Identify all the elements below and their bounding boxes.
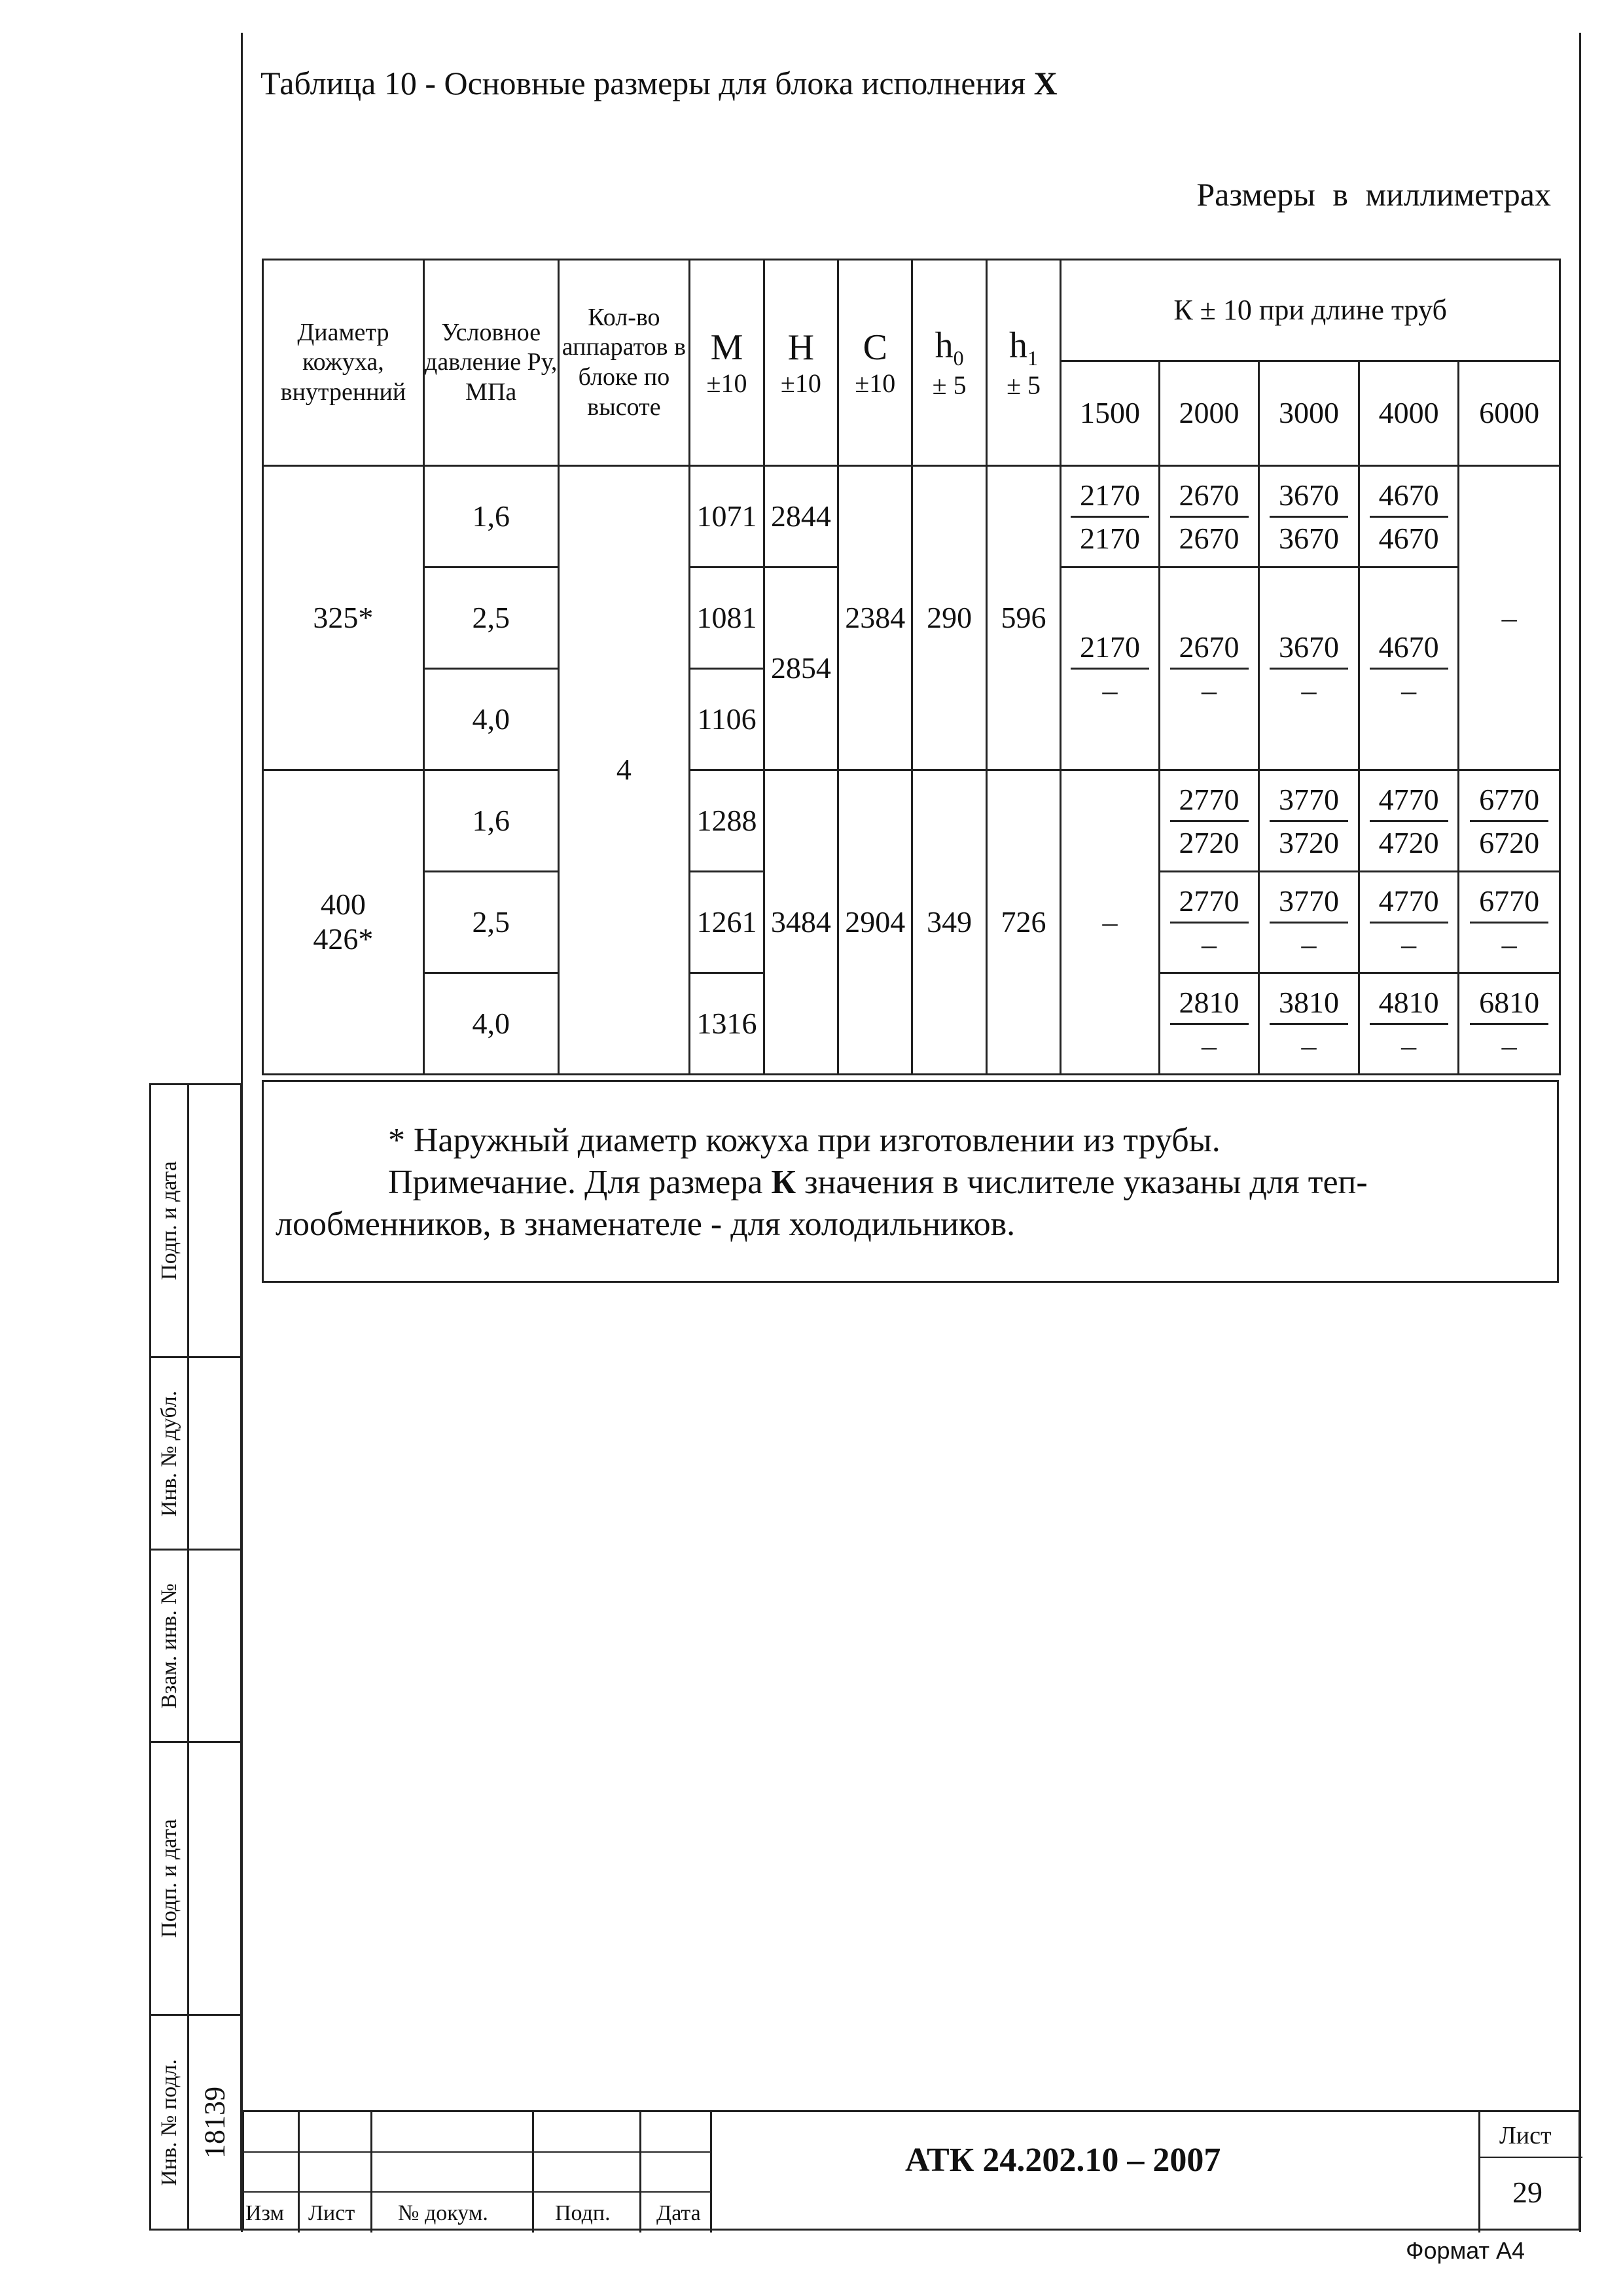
header-m <box>690 260 764 466</box>
tb-divider <box>639 2112 641 2233</box>
header-h-tol: ±10 <box>780 368 821 399</box>
cell-k: $\frac{4670}{4670}$ <box>1359 466 1459 567</box>
cell-h0-325: 290 <box>912 466 986 770</box>
cell-pressure: 2,5 <box>423 567 558 669</box>
title-block <box>242 2110 1580 2231</box>
notes-box <box>262 1080 1559 1283</box>
cell-pressure: 4,0 <box>423 973 558 1075</box>
cell-m: 1081 <box>690 567 764 669</box>
cell-h1-400: 726 <box>986 770 1060 1075</box>
table-row <box>263 770 1560 872</box>
cell-k: $\frac{3810}{-}$ <box>1259 973 1359 1075</box>
cell-k: $\frac{3770}{-}$ <box>1259 872 1359 973</box>
cell-k: $\frac{6770}{6720}$ <box>1459 770 1560 872</box>
cell-k: $\frac{6810}{-}$ <box>1459 973 1560 1075</box>
cell-h1-325: 596 <box>986 466 1060 770</box>
table-caption <box>260 64 1058 102</box>
cell-pressure: 2,5 <box>423 872 558 973</box>
cell-h: 2854 <box>764 567 838 770</box>
cell-k: $\frac{2670}{-}$ <box>1159 567 1259 770</box>
cell-k1500-400: – <box>1061 770 1160 1075</box>
cell-k: $\frac{4770}{4720}$ <box>1359 770 1459 872</box>
header-h1-tol: ± 5 <box>1007 370 1041 400</box>
note-line-continuation: лообменников, в знаменателе - для холодильников. <box>276 1206 1016 1243</box>
stamp-sign-date-bottom <box>149 1741 242 2016</box>
col-izm: Изм <box>245 2201 285 2225</box>
col-date: Дата <box>656 2201 701 2225</box>
cell-k: $\frac{2770}{2720}$ <box>1159 770 1259 872</box>
tb-row-line <box>244 2151 710 2153</box>
tb-row-line <box>244 2191 710 2193</box>
cell-h-400: 3484 <box>764 770 838 1075</box>
cell-diameter-400 <box>263 770 424 1075</box>
note-line <box>388 1162 1368 1204</box>
header-m-label: М <box>710 327 743 368</box>
frame-right-line <box>1579 33 1581 2232</box>
cell-m: 1261 <box>690 872 764 973</box>
stamp-orig-inv <box>149 2014 242 2231</box>
caption-text: Таблица 10 - Основные размеры для блока исполнения <box>260 65 1026 101</box>
col-list: Лист <box>308 2201 355 2225</box>
tb-divider <box>710 2112 712 2233</box>
diameter-400: 400 <box>320 888 366 922</box>
tb-divider <box>298 2112 300 2233</box>
col-sign: Подп. <box>555 2201 611 2225</box>
header-m-tol: ±10 <box>706 368 747 399</box>
cell-k6000-325: – <box>1459 466 1560 770</box>
cell-k: $\frac{4810}{-}$ <box>1359 973 1459 1075</box>
header-h1-label: $h_1$ <box>1009 325 1039 370</box>
cell-k: $\frac{2810}{-}$ <box>1159 973 1259 1075</box>
cell-count: 4 <box>558 466 690 1075</box>
header-h <box>764 260 838 466</box>
stamp-label: Подп. и дата <box>151 1085 189 1356</box>
header-row-1 <box>263 260 1560 361</box>
note-line-end: значения в числителе указаны для теп- <box>804 1164 1368 1201</box>
tb-divider <box>532 2112 534 2233</box>
cell-m: 1288 <box>690 770 764 872</box>
cell-k: $\frac{3670}{3670}$ <box>1259 466 1359 567</box>
cell-m: 1071 <box>690 466 764 567</box>
col-doc: № докум. <box>398 2201 488 2225</box>
tb-row-line <box>1478 2157 1582 2158</box>
cell-k: $\frac{4770}{-}$ <box>1359 872 1459 973</box>
cell-k: $\frac{2670}{2670}$ <box>1159 466 1259 567</box>
cell-pressure: 1,6 <box>423 770 558 872</box>
header-c <box>838 260 912 466</box>
cell-k: $\frac{3770}{3720}$ <box>1259 770 1359 872</box>
header-h1 <box>986 260 1060 466</box>
header-diameter: Диаметр кожуха, внутренний <box>263 260 424 466</box>
header-h-label: Н <box>787 327 815 368</box>
header-k-group: К ± 10 при длине труб <box>1061 260 1560 361</box>
header-length-4000: 4000 <box>1359 361 1459 466</box>
cell-c-325: 2384 <box>838 466 912 770</box>
note-line-bold: К <box>771 1164 796 1201</box>
header-length-1500: 1500 <box>1061 361 1160 466</box>
cell-m: 1316 <box>690 973 764 1075</box>
stamp-label: Подп. и дата <box>151 1743 189 2014</box>
tb-divider <box>370 2112 372 2233</box>
diameter-426: 426* <box>313 922 374 956</box>
header-length-3000: 3000 <box>1259 361 1359 466</box>
note-line-start: Примечание. Для размера <box>388 1164 763 1201</box>
cell-k: $\frac{2170}{-}$ <box>1061 567 1160 770</box>
header-count: Кол-во аппаратов в блоке по высоте <box>558 260 690 466</box>
cell-k: $\frac{2170}{2170}$ <box>1061 466 1160 567</box>
stamp-sign-date-top <box>149 1083 242 1358</box>
cell-k: $\frac{2770}{-}$ <box>1159 872 1259 973</box>
footnote-text: * Наружный диаметр кожуха при изготовлении из трубы. <box>388 1122 1221 1159</box>
stamp-label: Инв. № подл. <box>151 2016 189 2229</box>
sheet-number: 29 <box>1512 2176 1543 2209</box>
cell-k: $\frac{6770}{-}$ <box>1459 872 1560 973</box>
stamp-label: Взам. инв. № <box>151 1551 189 1741</box>
header-length-2000: 2000 <box>1159 361 1259 466</box>
stamp-dup-inv <box>149 1356 242 1551</box>
header-h0 <box>912 260 986 466</box>
document-code: АТК 24.202.10 – 2007 <box>905 2142 1221 2179</box>
table-row <box>263 466 1560 567</box>
stamp-orig-inv-value: 18139 <box>198 2086 231 2159</box>
cell-h0-400: 349 <box>912 770 986 1075</box>
cell-diameter-325: 325* <box>263 466 424 770</box>
stamp-replace-inv <box>149 1549 242 1743</box>
tb-divider <box>1478 2112 1480 2233</box>
cell-c-400: 2904 <box>838 770 912 1075</box>
header-length-6000: 6000 <box>1459 361 1560 466</box>
cell-k: $\frac{3670}{-}$ <box>1259 567 1359 770</box>
header-h0-tol: ± 5 <box>932 370 967 400</box>
header-c-tol: ±10 <box>855 368 896 399</box>
caption-bold-part: Х <box>1033 65 1058 101</box>
cell-m: 1106 <box>690 669 764 770</box>
format-label: Формат А4 <box>1406 2237 1525 2264</box>
cell-pressure: 4,0 <box>423 669 558 770</box>
cell-k: $\frac{4670}{-}$ <box>1359 567 1459 770</box>
header-h0-label: $h_0$ <box>935 325 964 370</box>
header-pressure: Условное давление Ру, МПа <box>423 260 558 466</box>
header-c-label: С <box>863 327 887 368</box>
dimensions-table <box>262 259 1561 1075</box>
sheet-label: Лист <box>1499 2122 1552 2149</box>
stamp-label: Инв. № дубл. <box>151 1358 189 1549</box>
cell-pressure: 1,6 <box>423 466 558 567</box>
cell-h: 2844 <box>764 466 838 567</box>
units-label: Размеры в миллиметрах <box>1196 176 1551 213</box>
